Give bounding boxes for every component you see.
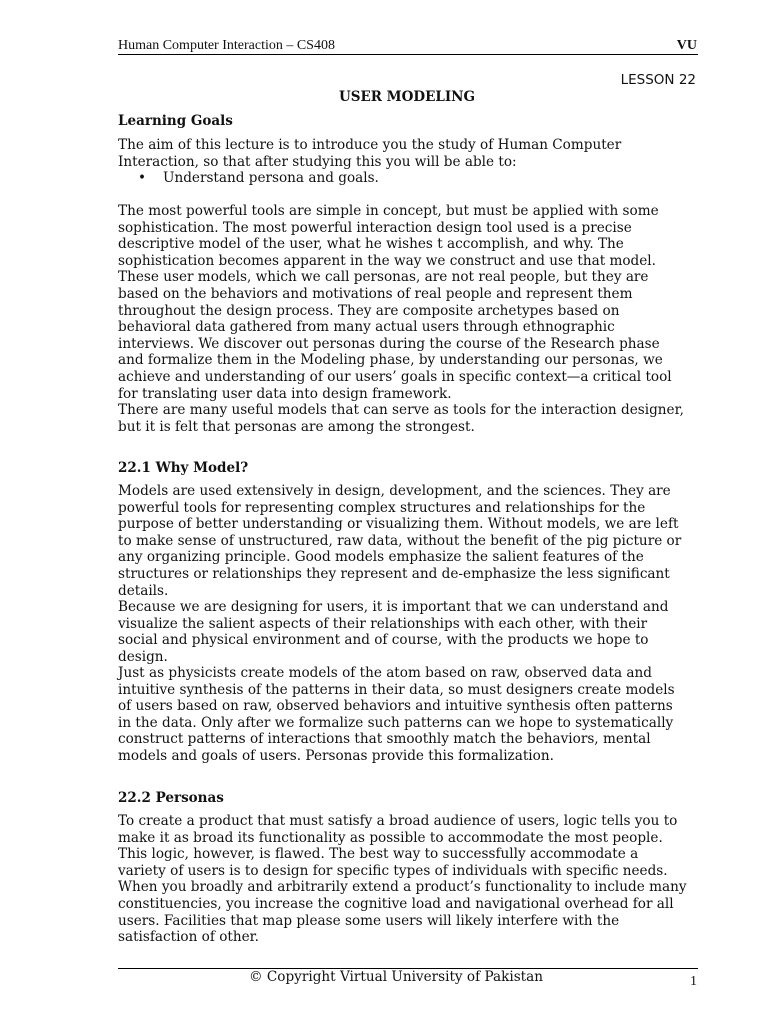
lesson-label: LESSON 22: [620, 72, 696, 88]
page-number: 1: [690, 974, 697, 989]
section-paragraph: Models are used extensively in design, development, and the sciences. They are powerful tools for representing complex structures and relationships for the purpose of better understanding or visualizing them. Without models, we are left to make sense of unstructured, raw data, without the benefit of the pig picture or any organizing principle. Good models emphasize the salient features of the structures or relationships they represent and de-emphasize the less significant details.: [118, 483, 682, 599]
learning-goals-intro: The aim of this lecture is to introduce you the study of Human Computer Interaction, so that after studying this you will be able to:: [118, 137, 622, 170]
bullet-icon: •: [138, 170, 147, 186]
section-heading-why-model: 22.1 Why Model?: [118, 460, 249, 476]
intro-paragraph: The most powerful tools are simple in concept, but must be applied with some sophistication. The most powerful interaction design tool used is a precise descriptive model of the user, what he wishes t accomplish, and why. The sophistication becomes apparent in the way we construct and use that model. These user models, which we call personas, are not real people, but they are based on the behaviors and motivations of real people and represent them throughout the design process. They are composite archetypes based on behavioral data gathered from many actual users through ethnographic interviews. We discover out personas during the course of the Research phase and formalize them in the Modeling phase, by understanding our personas, we achieve and understanding of our users’ goals in specific context—a critical tool for translating user data into design framework.: [118, 203, 672, 402]
bullet-text: Understand persona and goals.: [163, 170, 379, 186]
section-paragraph: Just as physicists create models of the atom based on raw, observed data and intuitive synthesis of the patterns in their data, so must designers create models of users based on raw, observed behaviors and intuitive synthesis often patterns in the data. Only after we formalize such patterns can we hope to systematically construct patterns of interactions that smoothly match the behaviors, mental models and goals of users. Personas provide this formalization.: [118, 665, 675, 764]
institution-label: VU: [676, 38, 697, 53]
intro-paragraph: There are many useful models that can serve as tools for the interaction designer, but it is felt that personas are among the strongest.: [118, 402, 684, 435]
section-paragraph: To create a product that must satisfy a broad audience of users, logic tells you to make it as broad its functionality as possible to accommodate the most people. This logic, however, is flawed. The best way to successfully accommodate a variety of users is to design for specific types of individuals with specific needs. When you broadly and arbitrarily extend a product’s functionality to include many constituencies, you increase the cognitive load and navigational overhead for all users. Facilities that map please some users will likely interfere with the satisfaction of other.: [118, 813, 687, 946]
page-title: USER MODELING: [338, 89, 476, 105]
list-item: [138, 170, 379, 187]
learning-goals-heading: Learning Goals: [118, 113, 233, 129]
page-header: [118, 38, 698, 55]
footer-copyright: © Copyright Virtual University of Pakistan: [248, 969, 543, 985]
section-heading-personas: 22.2 Personas: [118, 790, 224, 806]
course-title: Human Computer Interaction – CS408: [118, 38, 335, 53]
document-page: [118, 0, 698, 1024]
section-paragraph: Because we are designing for users, it is important that we can understand and visualize the salient aspects of their relationships with each other, with their social and physical environment and of course, with the products we hope to design.: [118, 599, 669, 665]
